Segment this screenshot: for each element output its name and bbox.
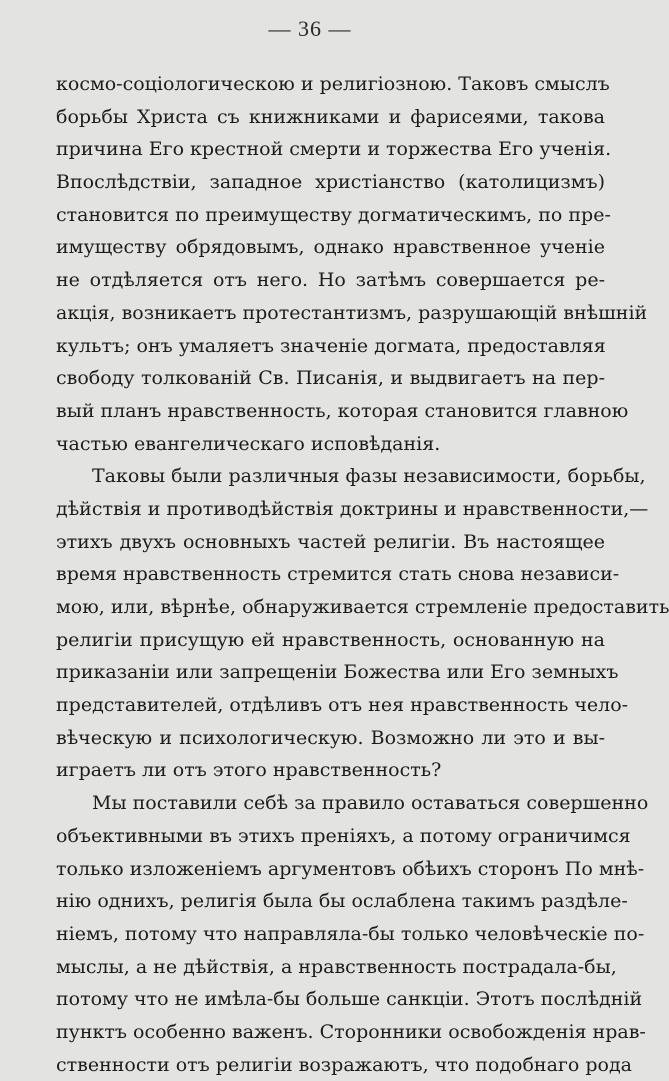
text-line: вѣческую и психологическую. Возможно ли это и вы- — [56, 726, 605, 749]
text-line: не отдѣляется отъ него. Но затѣмъ совершается ре- — [56, 269, 605, 292]
text-line: свободу толкованій Св. Писанія, и выдвигаетъ на пер- — [56, 367, 605, 390]
text-line: становится по преимуществу догматическимъ, по пре- — [56, 203, 611, 226]
text-line: представителей, отдѣливъ отъ нея нравственность чело- — [56, 694, 629, 717]
text-line: этихъ двухъ основныхъ частей религіи. Въ настоящее — [56, 530, 605, 553]
text-line: время нравственность стремится стать снова независи- — [56, 563, 620, 586]
page-text — [56, 68, 669, 1081]
text-line: борьбы Христа съ книжниками и фарисеями, такова — [56, 105, 605, 128]
text-line: дѣйствія и противодѣйствія доктрины и нравственности,— — [56, 497, 649, 520]
text-line: космо-соціологическою и религіозною. Таковъ смыслъ — [56, 73, 610, 95]
text-line: играетъ ли отъ этого нравственность? — [56, 759, 442, 782]
text-line: только изложеніемъ аргументовъ обѣихъ сторонъ По мнѣ- — [56, 857, 645, 880]
text-line: объективными въ этихъ преніяхъ, а потому ограничимся — [56, 824, 631, 847]
text-line: вый планъ нравственность, которая становится главною — [56, 399, 629, 422]
text-line: Таковы были различныя фазы независимости, борьбы, — [92, 465, 646, 488]
text-line: ніемъ, потому что направляла-бы только человѣческіе по- — [56, 922, 645, 945]
text-line: Мы поставили себѣ за правило оставаться совершенно — [92, 792, 649, 815]
text-line: Впослѣдствіи, западное христіанство (католицизмъ) — [56, 171, 605, 194]
text-line: нію однихъ, религія была бы ослаблена такимъ раздѣле- — [56, 890, 628, 913]
text-line: приказаніи или запрещеніи Божества или Его земныхъ — [56, 661, 619, 684]
text-line: религіи присущую ей нравственность, основанную на — [56, 628, 605, 651]
text-line: ственности отъ религіи возражаютъ, что подобнаго рода — [56, 1053, 632, 1076]
text-line: акція, возникаетъ протестантизмъ, разрушающій внѣшній — [56, 301, 648, 324]
text-line: мою, или, вѣрнѣе, обнаруживается стремленіе предоставить — [56, 596, 669, 618]
text-line: культъ; онъ умаляетъ значеніе догмата, предоставляя — [56, 334, 606, 357]
text-line: частью евангелическаго исповѣданія. — [56, 432, 441, 455]
text-line: причина Его крестной смерти и торжества Его ученія. — [56, 138, 612, 161]
page-number: — 36 — — [268, 16, 352, 41]
text-line: имуществу обрядовымъ, однако нравственное ученіе — [56, 236, 605, 259]
text-line: пунктъ особенно важенъ. Сторонники освобожденія нрав- — [56, 1020, 646, 1043]
text-line: мыслы, а не дѣйствія, а нравственность пострадала-бы, — [56, 955, 617, 978]
text-line: потому что не имѣла-бы больше санкціи. Этотъ послѣдній — [56, 988, 643, 1011]
